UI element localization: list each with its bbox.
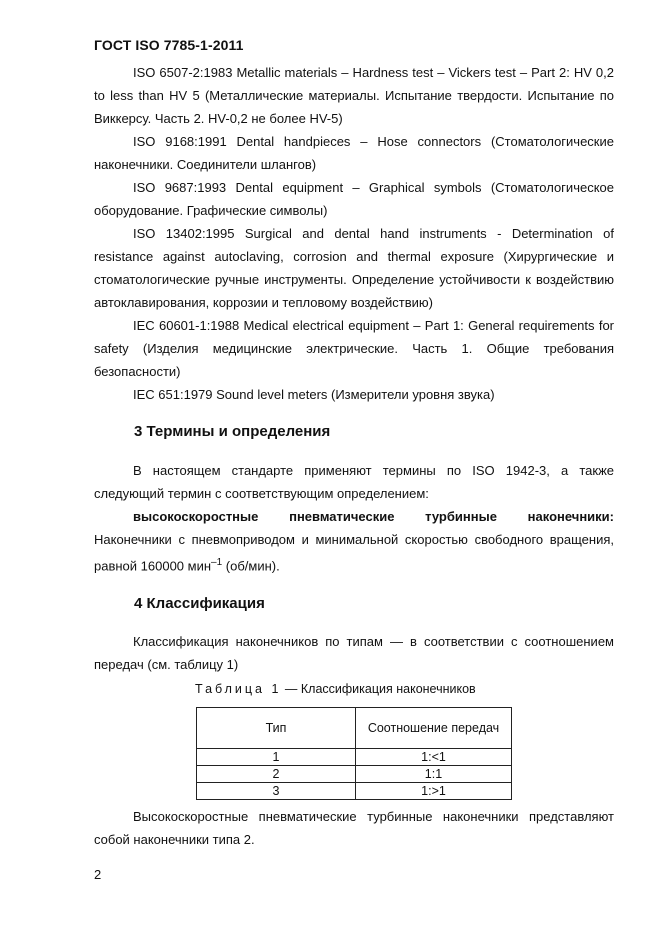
section-3-intro: В настоящем стандарте применяют термины по ISO 1942-3, а также следующий термин с соответствующим определением: (94, 463, 614, 501)
table-caption (195, 682, 476, 696)
reference-iec-651: IEC 651:1979 Sound level meters (Измерители уровня звука) (133, 387, 495, 402)
cell-type: 3 (197, 783, 356, 800)
page-number: 2 (94, 867, 102, 882)
cell-type: 2 (197, 766, 356, 783)
table-row (197, 766, 512, 783)
term-definition-unit: (об/мин). (222, 558, 280, 574)
classification-table (196, 707, 512, 800)
table-row (197, 749, 512, 766)
reference-iso-9168: ISO 9168:1991 Dental handpieces – Hose connectors (Стоматологические наконечники. Соединители шлангов) (94, 134, 614, 172)
table-label: Таблица 1 (195, 682, 282, 696)
reference-iso-13402: ISO 13402:1995 Surgical and dental hand instruments - Determination of resistance against autoclaving, corrosion and thermal exposure (Хирургические и стоматологические ручные инструменты. Определение устойчивости к воздействию автоклавирования, коррозии и тепловому воздействию) (94, 226, 614, 310)
cell-ratio: 1:1 (356, 766, 512, 783)
cell-ratio: 1:>1 (356, 783, 512, 800)
after-table-paragraph: Высокоскоростные пневматические турбинные наконечники представляют собой наконечники типа 2. (94, 809, 614, 847)
section-4-heading: 4 Классификация (134, 595, 265, 612)
table-row (197, 783, 512, 800)
cell-type: 1 (197, 749, 356, 766)
section-3-heading: 3 Термины и определения (134, 423, 331, 440)
table-title: — Классификация наконечников (281, 682, 476, 696)
term-definition (94, 505, 614, 577)
reference-iso-9687: ISO 9687:1993 Dental equipment – Graphical symbols (Стоматологическое оборудование. Графические символы) (94, 180, 614, 218)
term-unit-exponent: –1 (211, 557, 223, 568)
term-definition-text: Наконечники с пневмоприводом и минимальной скоростью свободного вращения, равной 160000 мин (94, 532, 614, 574)
section-4-intro: Классификация наконечников по типам — в соответствии с соотношением передач (см. таблицу 1) (94, 634, 614, 672)
document-header: ГОСТ ISO 7785-1-2011 (94, 37, 244, 53)
term-name: высокоскоростные пневматические турбинные наконечники: (133, 509, 614, 524)
reference-iec-60601: IEC 60601-1:1988 Medical electrical equipment – Part 1: General requirements for safety (Изделия медицинские электрические. Часть 1. Общие требования безопасности) (94, 318, 614, 379)
column-header-type: Тип (197, 708, 356, 749)
column-header-ratio: Соотношение передач (356, 708, 512, 749)
cell-ratio: 1:<1 (356, 749, 512, 766)
reference-iso-6507: ISO 6507-2:1983 Metallic materials – Hardness test – Vickers test – Part 2: HV 0,2 to less than HV 5 (Металлические материалы. Испытание твердости. Испытание по Виккерсу. Часть 2. HV-0,2 не более HV-5) (94, 65, 614, 126)
